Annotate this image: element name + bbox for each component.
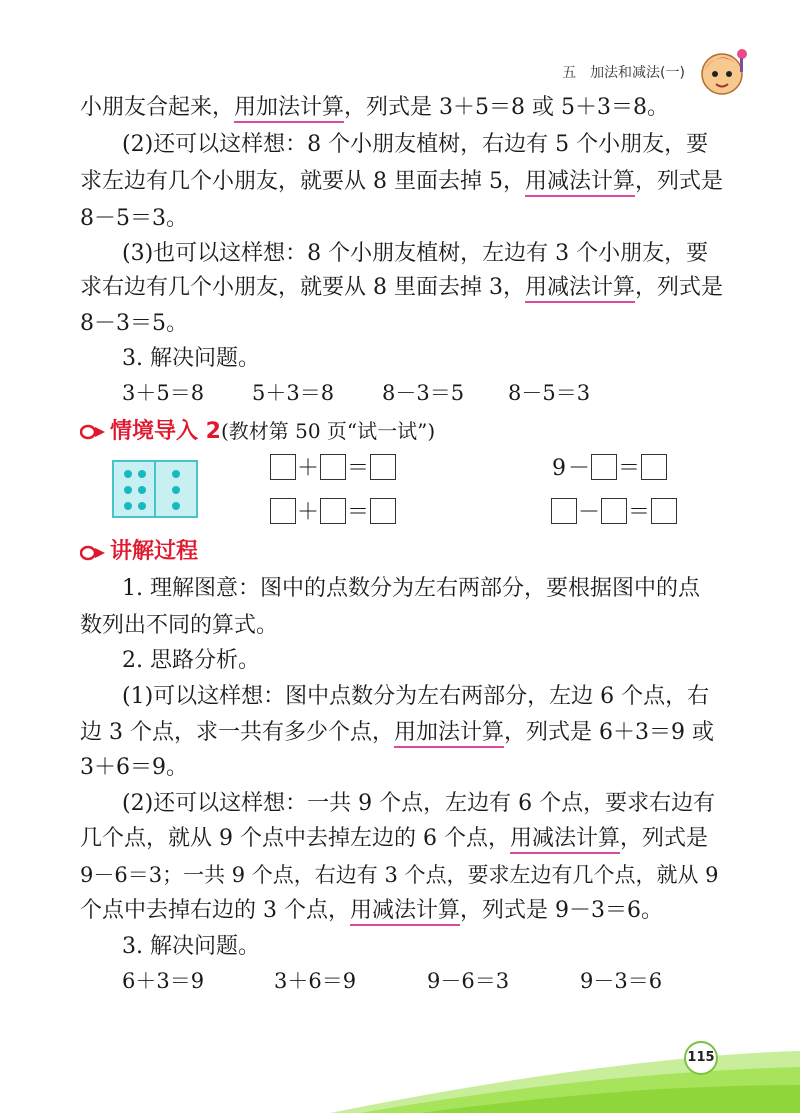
para3-line1: (3)也可以这样想：8 个小朋友植树，左边有 3 个小朋友，要 bbox=[122, 241, 709, 266]
equals-sign: ＝ bbox=[618, 456, 641, 481]
highlight-addition: 用加法计算 bbox=[394, 720, 504, 748]
dot-divider bbox=[154, 462, 156, 516]
text: ，列式是 9－3＝6。 bbox=[460, 898, 663, 923]
equation: 9－6＝3 bbox=[427, 969, 510, 993]
text: 几个点，就从 9 个点中去掉左边的 6 个点， bbox=[80, 826, 510, 851]
text: 求右边有几个小朋友，就要从 8 里面去掉 3， bbox=[80, 275, 525, 300]
answer-blank[interactable] bbox=[641, 454, 667, 480]
section-title-intro bbox=[110, 416, 435, 447]
dot bbox=[138, 470, 146, 478]
dot bbox=[138, 486, 146, 494]
para1-line1 bbox=[80, 92, 730, 124]
chapter-header bbox=[562, 62, 685, 82]
text: ，列式是 bbox=[619, 826, 708, 851]
para2-line2 bbox=[80, 166, 730, 198]
minus-sign: － bbox=[578, 500, 601, 525]
dot bbox=[124, 486, 132, 494]
equation: 5＋3＝8 bbox=[252, 381, 335, 405]
explain-p1-line1: 1. 理解图意：图中的点数分为左右两部分，要根据图中的点 bbox=[122, 576, 700, 601]
dot bbox=[124, 470, 132, 478]
text: ，列式是 bbox=[635, 275, 724, 300]
footer-decoration bbox=[0, 1023, 800, 1113]
equation: 8－3＝5 bbox=[382, 381, 465, 405]
answer-blank[interactable] bbox=[601, 498, 627, 524]
text: 小朋友合起来， bbox=[80, 95, 235, 120]
equals-sign: ＝ bbox=[628, 500, 651, 525]
explain-p4-line3: 9－6＝3；一共 9 个点，右边有 3 个点，要求左边有几个点，就从 9 bbox=[80, 863, 719, 887]
mascot-icon bbox=[692, 40, 752, 100]
answer-blank[interactable] bbox=[551, 498, 577, 524]
equation: 9－3＝6 bbox=[580, 969, 663, 993]
answer-blank[interactable] bbox=[320, 454, 346, 480]
blank-equation-sub-1 bbox=[551, 453, 667, 484]
equation: 8－5＝3 bbox=[508, 381, 591, 405]
number-nine: 9 bbox=[552, 456, 566, 481]
highlight-addition: 用加法计算 bbox=[234, 95, 344, 123]
answer-blank[interactable] bbox=[270, 498, 296, 524]
answer-blank[interactable] bbox=[320, 498, 346, 524]
text: 个点中去掉右边的 3 个点， bbox=[80, 898, 350, 923]
text: 边 3 个点，求一共有多少个点， bbox=[80, 720, 394, 745]
text: ，列式是 3＋5＝8 或 5＋3＝8。 bbox=[344, 95, 669, 120]
dot bbox=[138, 502, 146, 510]
highlight-subtraction: 用减法计算 bbox=[525, 275, 635, 303]
highlight-subtraction: 用减法计算 bbox=[350, 898, 460, 926]
textbook-reference: (教材第 50 页“试一试”) bbox=[220, 419, 436, 443]
page-number: 115 bbox=[684, 1041, 718, 1075]
dot bbox=[172, 470, 180, 478]
text: ，列式是 bbox=[635, 169, 724, 194]
explain-p3-line1: (1)可以这样想：图中点数分为左右两部分，左边 6 个点，右 bbox=[122, 684, 710, 709]
para3-line3: 8－3＝5。 bbox=[80, 311, 188, 336]
para2-line3: 8－5＝3。 bbox=[80, 206, 188, 231]
dot-diagram bbox=[112, 460, 198, 518]
equals-sign: ＝ bbox=[347, 500, 370, 525]
answer-blank[interactable] bbox=[591, 454, 617, 480]
explain-p4-line1: (2)还可以这样想：一共 9 个点，左边有 6 个点，要求右边有 bbox=[122, 791, 716, 816]
para3-line2 bbox=[80, 272, 730, 304]
equation: 3＋5＝8 bbox=[122, 381, 205, 405]
dot bbox=[172, 486, 180, 494]
explain-p3-line3: 3＋6＝9。 bbox=[80, 755, 188, 780]
explain-p1-line2: 数列出不同的算式。 bbox=[80, 613, 279, 638]
text: ，列式是 6＋3＝9 或 bbox=[504, 720, 714, 745]
chapter-number: 五 bbox=[562, 65, 577, 81]
chapter-title: 加法和减法(一) bbox=[590, 65, 685, 81]
dot bbox=[124, 502, 132, 510]
blank-equation-sub-2 bbox=[551, 497, 677, 528]
answer-blank[interactable] bbox=[370, 498, 396, 524]
solve2-heading: 3. 解决问题。 bbox=[122, 934, 260, 959]
blank-equation-add-2 bbox=[270, 497, 396, 528]
blank-equation-add-1 bbox=[270, 453, 396, 484]
highlight-subtraction: 用减法计算 bbox=[510, 826, 620, 854]
equation: 6＋3＝9 bbox=[122, 969, 205, 993]
plus-sign: ＋ bbox=[297, 500, 320, 525]
highlight-subtraction: 用减法计算 bbox=[525, 169, 635, 197]
explain-p4-line4 bbox=[80, 895, 730, 927]
answer-blank[interactable] bbox=[370, 454, 396, 480]
para2-line1: (2)还可以这样想：8 个小朋友植树，右边有 5 个小朋友，要 bbox=[122, 132, 709, 157]
section-title-explain: 讲解过程 bbox=[110, 539, 199, 564]
explain-p2: 2. 思路分析。 bbox=[122, 648, 260, 673]
dot bbox=[172, 502, 180, 510]
equation: 3＋6＝9 bbox=[274, 969, 357, 993]
answer-blank[interactable] bbox=[270, 454, 296, 480]
explain-p4-line2 bbox=[80, 823, 730, 855]
answer-blank[interactable] bbox=[651, 498, 677, 524]
equals-sign: ＝ bbox=[347, 456, 370, 481]
explain-p3-line2 bbox=[80, 717, 730, 749]
section-bullet-icon bbox=[80, 424, 106, 440]
section-bullet-icon bbox=[80, 545, 106, 561]
minus-sign: － bbox=[568, 456, 591, 481]
text: 求左边有几个小朋友，就要从 8 里面去掉 5， bbox=[80, 169, 525, 194]
solve1-heading: 3. 解决问题。 bbox=[122, 346, 260, 371]
plus-sign: ＋ bbox=[297, 456, 320, 481]
section-title-text: 情境导入 2 bbox=[110, 419, 221, 444]
